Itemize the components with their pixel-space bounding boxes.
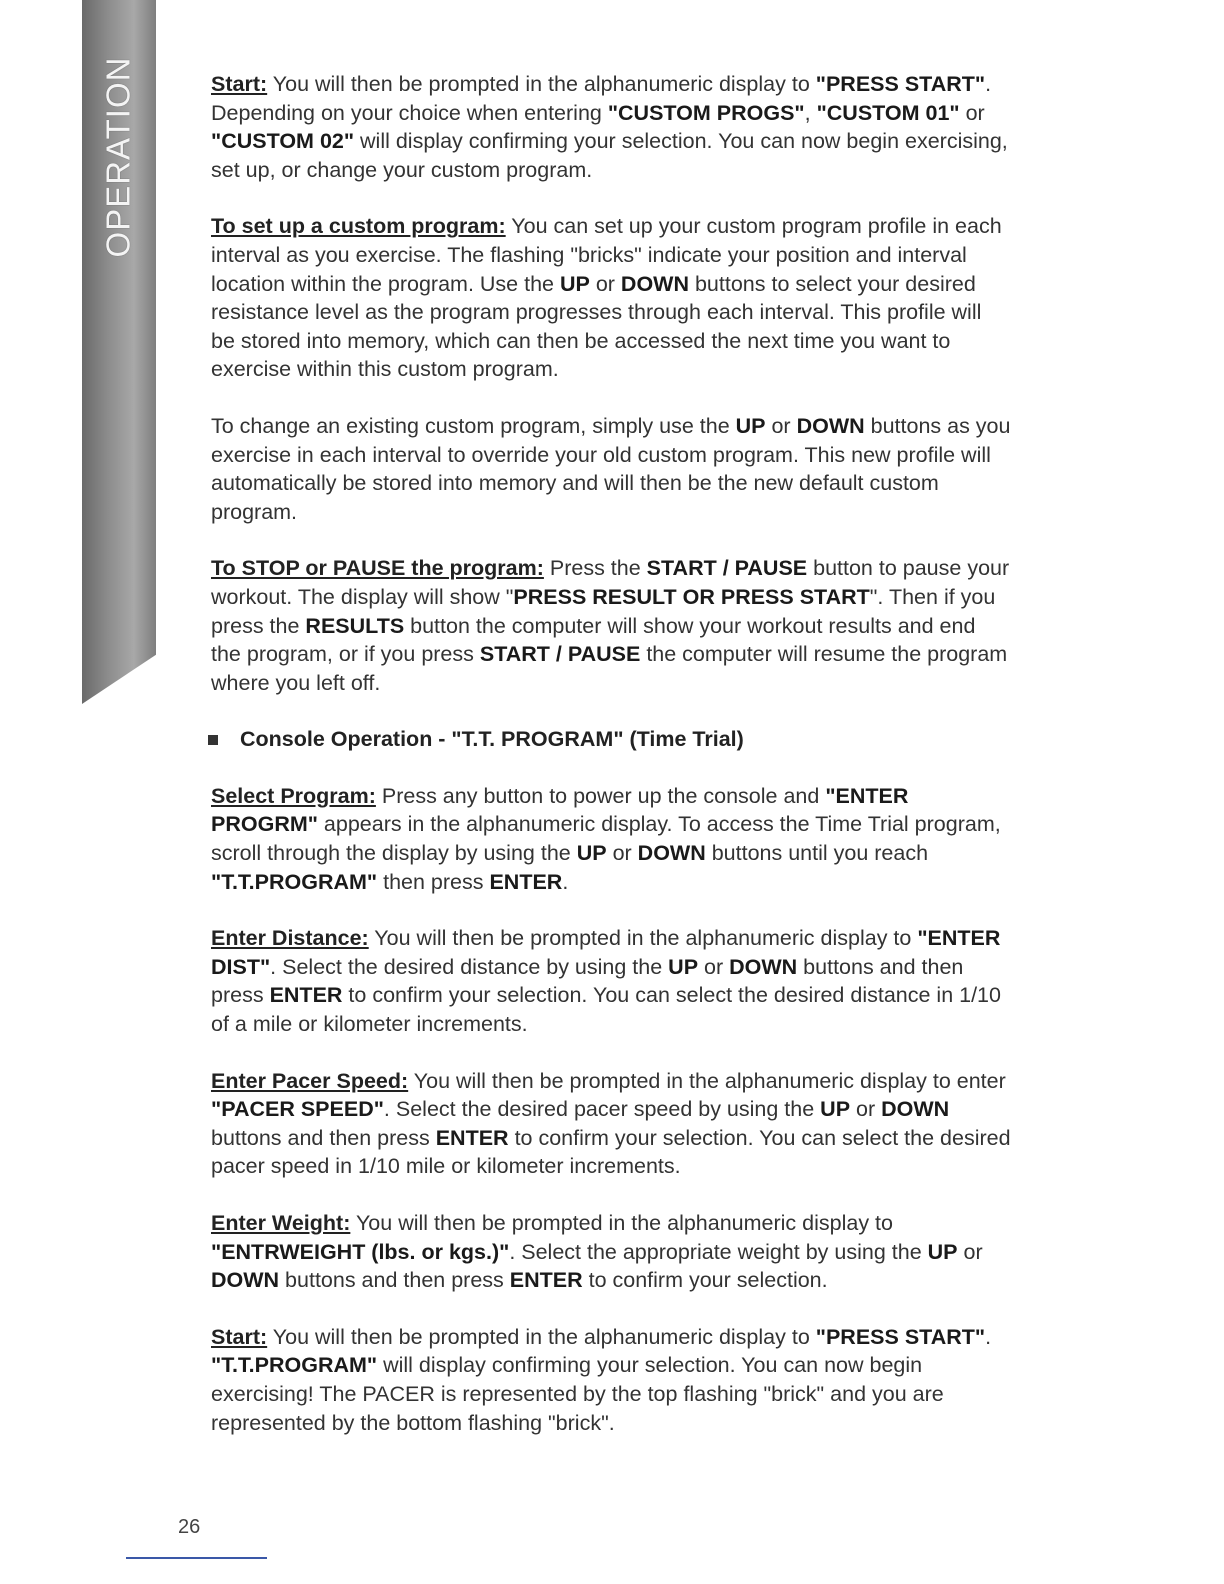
lead-pacer: Enter Pacer Speed: — [211, 1068, 409, 1093]
side-tab-text: OPERATION — [99, 56, 137, 258]
paragraph-start-tt: Start: You will then be prompted in the alphanumeric display to "PRESS START". "T.T.PROGRAM" will display confirming your selection. You can now begin exercising! The PACER is represented by the top flashing "brick" and you are represented by the bottom flashing "brick". — [211, 1324, 992, 1435]
paragraph-select-program: Select Program: Press any button to power up the console and "ENTER PROGRM" appears in the alphanumeric display. To access the Time Trial program, scroll through the display by using the UP or DOWN buttons until you reach "T.T.PROGRAM" then press ENTER. — [211, 783, 1001, 894]
paragraph-enter-weight: Enter Weight: You will then be prompted in the alphanumeric display to "ENTRWEIGHT (lbs. or kgs.)". Select the appropriate weight by using the UP or DOWN buttons and then press ENTER to confirm your selection. — [211, 1211, 983, 1293]
section-heading — [208, 725, 1011, 754]
page-content — [211, 70, 1011, 1465]
lead-distance: Enter Distance: — [211, 926, 369, 951]
square-bullet-icon — [208, 735, 218, 745]
lead-start: Start: — [211, 72, 268, 96]
paragraph-enter-pacer-speed: Enter Pacer Speed: You will then be prompted in the alphanumeric display to enter "PACER SPEED". Select the desired pacer speed by using the UP or DOWN buttons and then press ENTER to confirm your selection. You can select the desired pacer speed in 1/10 mile or kilometer increments. — [211, 1068, 1011, 1179]
lead-start-tt: Start: — [211, 1324, 268, 1349]
paragraph-setup-custom: To set up a custom program: You can set up your custom program profile in each interval as you exercise. The flashing "bricks" indicate your position and interval location within the program. Use the UP or DOWN buttons to select your desired resistance level as the program progresses through each interval. This profile will be stored into memory, which can then be accessed the next time you want to exercise within this custom program. — [211, 214, 1002, 382]
section-heading-text: Console Operation - "T.T. PROGRAM" (Time Trial) — [240, 727, 744, 752]
lead-select: Select Program: — [211, 783, 376, 808]
paragraph-start-custom: Start: You will then be prompted in the alphanumeric display to "PRESS START". Depending on your choice when entering "CUSTOM PROGS", "CUSTOM 01" or "CUSTOM 02" will display confirming your selection. You can now begin exercising, set up, or change your custom program. — [211, 72, 1008, 182]
lead-weight: Enter Weight: — [211, 1211, 351, 1235]
paragraph-stop-pause: To STOP or PAUSE the program: Press the START / PAUSE button to pause your workout. The display will show "PRESS RESULT OR PRESS START". Then if you press the RESULTS button the computer will show your workout results and end the program, or if you press START / PAUSE the computer will resume the program where you left off. — [211, 556, 1010, 695]
lead-stop: To STOP or PAUSE the program: — [211, 556, 544, 581]
footer-rule — [126, 1557, 267, 1559]
side-tab-label — [88, 56, 148, 258]
paragraph-change-custom: To change an existing custom program, simply use the UP or DOWN buttons as you exercise in each interval to override your old custom program. This new profile will automatically be stored into memory and will then be the new default custom program. — [211, 413, 1011, 524]
lead-setup: To set up a custom program: — [211, 214, 506, 239]
page-number: 26 — [178, 1516, 201, 1538]
paragraph-enter-distance: Enter Distance: You will then be prompted in the alphanumeric display to "ENTER DIST". Select the desired distance by using the UP or DOWN buttons and then press ENTER to confirm your selection. You can select the desired distance in 1/10 of a mile or kilometer increments. — [211, 926, 1001, 1037]
